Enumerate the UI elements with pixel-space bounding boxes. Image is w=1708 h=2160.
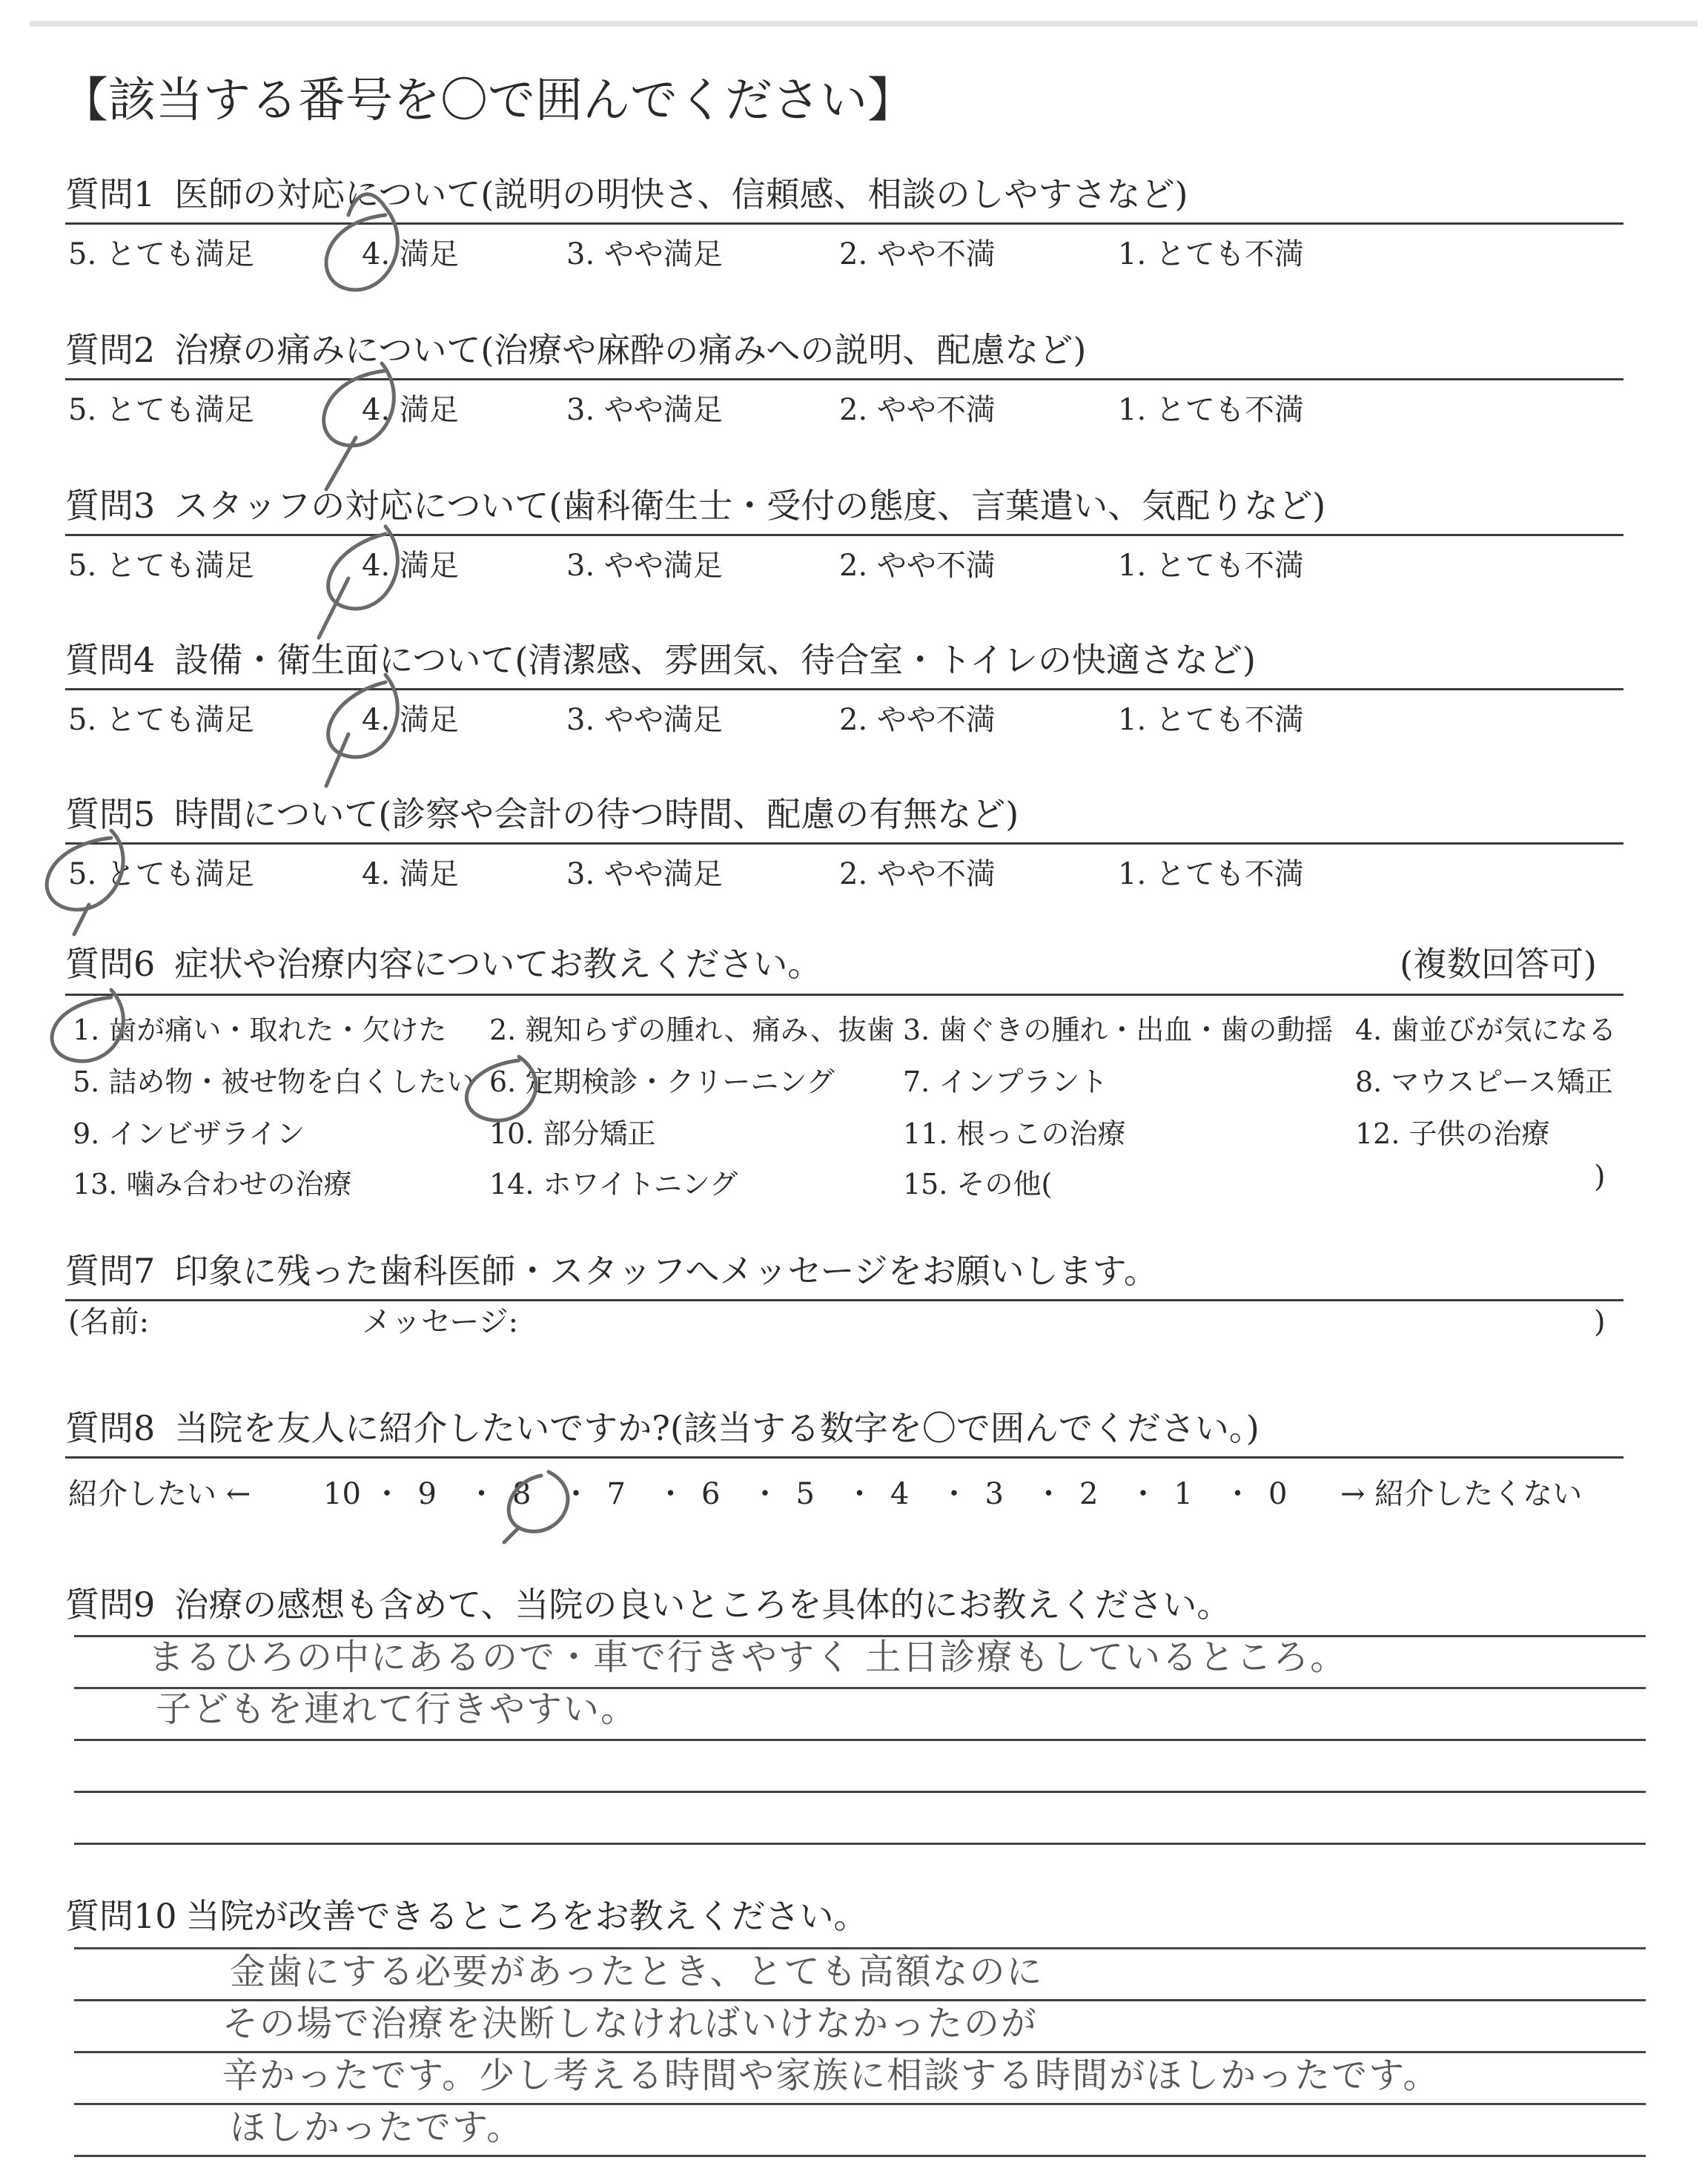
q8-scale-4[interactable]: 4 [890,1477,910,1511]
q6-option-4[interactable]: 4. 歯並びが気になる [1355,1014,1617,1046]
q8-right-label: → 紹介したくない [1340,1477,1583,1511]
q7-rule [65,1299,1623,1301]
q8-text: 当院を友人に紹介したいですか?(該当する数字を〇で囲んでください。) [174,1408,1260,1448]
q6-rule [65,994,1623,996]
q8-scale-9[interactable]: 9 [417,1477,437,1511]
q6-option-7[interactable]: 7. インプラント [903,1066,1108,1098]
q8-number: 質問8 [65,1408,156,1448]
q10-write-line [74,1947,1646,1949]
q8-rule [65,1456,1623,1459]
q6-option-12[interactable]: 12. 子供の治療 [1355,1117,1550,1150]
q5-option-3[interactable]: 3. やや満足 [566,857,723,891]
q8-separator: ・ [1222,1477,1253,1511]
q8-separator: ・ [750,1477,780,1511]
q3-text: スタッフの対応について(歯科衛生士・受付の態度、言葉遣い、気配りなど) [174,486,1326,526]
q2-option-2[interactable]: 2. やや不満 [839,393,996,427]
q2-rule [65,378,1623,380]
q4-option-2[interactable]: 2. やや不満 [839,703,996,737]
q5-number: 質問5 [65,794,156,834]
q6-option-14[interactable]: 14. ホワイトニング [489,1168,738,1200]
q6-option-2[interactable]: 2. 親知らずの腫れ、痛み、抜歯 [489,1014,895,1046]
q1-option-3[interactable]: 3. やや満足 [566,237,723,271]
q10-write-line [74,2155,1646,2157]
q4-option-1[interactable]: 1. とても不満 [1118,703,1304,737]
q8-separator: ・ [1033,1477,1064,1511]
q8-separator: ・ [466,1477,497,1511]
q2-heading [65,329,1086,371]
q1-option-5[interactable]: 5. とても満足 [68,237,254,271]
q9-text: 治療の感想も含めて、当院の良いところを具体的にお教えください。 [174,1585,1231,1625]
q9-write-line [74,1739,1646,1741]
q8-separator: ・ [561,1477,591,1511]
q8-scale-6[interactable]: 6 [701,1477,721,1511]
q5-text: 時間について(診察や会計の待つ時間、配慮の有無など) [174,794,1019,834]
q5-option-2[interactable]: 2. やや不満 [839,857,996,891]
q6-option-6[interactable]: 6. 定期検診・クリーニング [489,1066,835,1098]
q8-separator: ・ [844,1477,875,1511]
q3-option-5[interactable]: 5. とても満足 [68,549,254,583]
q10-answer-line-1: 金歯にする必要があったとき、とても高額なのに [230,1951,1044,1992]
q4-heading [65,639,1256,681]
q3-rule [65,534,1623,536]
q1-heading [65,174,1188,215]
q9-answer-line-2: 子どもを連れて行きやすい。 [156,1688,638,1730]
q2-option-3[interactable]: 3. やや満足 [566,393,723,427]
q8-left-label: 紹介したい ← [68,1477,251,1511]
q3-heading [65,485,1325,526]
q4-option-3[interactable]: 3. やや満足 [566,703,723,737]
q8-scale-3[interactable]: 3 [984,1477,1004,1511]
q7-message-label: メッセージ: [362,1305,519,1339]
q1-rule [65,222,1623,225]
q3-option-4[interactable]: 4. 満足 [362,549,459,583]
q7-number: 質問7 [65,1251,156,1291]
q7-text: 印象に残った歯科医師・スタッフへメッセージをお願いします。 [174,1251,1158,1291]
q6-option-11[interactable]: 11. 根っこの治療 [903,1117,1126,1150]
q8-scale-2[interactable]: 2 [1079,1477,1099,1511]
q8-separator: ・ [372,1477,402,1511]
q10-heading [65,1895,868,1937]
q6-option-15[interactable]: 15. その他( [903,1168,1053,1200]
q4-option-4[interactable]: 4. 満足 [362,703,459,737]
q8-scale-7[interactable]: 7 [606,1477,626,1511]
q10-write-line [74,2103,1646,2105]
q2-number: 質問2 [65,330,156,370]
top-edge [30,21,1698,27]
q10-write-line [74,1999,1646,2001]
q1-number: 質問1 [65,174,156,214]
q4-text: 設備・衛生面について(清潔感、雰囲気、待合室・トイレの快適さなど) [174,640,1256,680]
q10-answer-line-2: その場で治療を決断しなければいけなかったのが [222,2003,1039,2044]
q10-number: 質問10 [65,1896,177,1936]
q6-multiple-note: (複数回答可) [1400,944,1597,984]
q6-option-3[interactable]: 3. 歯ぐきの腫れ・出血・歯の動揺 [903,1014,1334,1046]
q8-scale-0[interactable]: 0 [1268,1477,1288,1511]
q7-close-paren: ) [1594,1305,1606,1339]
q5-heading [65,793,1019,835]
q8-separator: ・ [1128,1477,1158,1511]
q10-write-line [74,2051,1646,2053]
q8-separator: ・ [939,1477,969,1511]
q7-heading [65,1250,1158,1292]
q4-rule [65,688,1623,690]
q1-option-2[interactable]: 2. やや不満 [839,237,996,271]
q7-name-label: (名前: [68,1305,150,1339]
q6-option-9[interactable]: 9. インビザライン [73,1117,305,1150]
page-title: 【該当する番号を〇で囲んでください】 [61,73,915,128]
q1-option-4[interactable]: 4. 満足 [362,237,459,271]
q3-option-3[interactable]: 3. やや満足 [566,549,723,583]
q6-option-5[interactable]: 5. 詰め物・被せ物を白くしたい [73,1066,475,1098]
q5-option-1[interactable]: 1. とても不満 [1118,857,1304,891]
q9-heading [65,1584,1231,1625]
q1-text: 医師の対応について(説明の明快さ、信頼感、相談のしやすさなど) [174,174,1188,214]
q3-option-2[interactable]: 2. やや不満 [839,549,996,583]
q2-option-4[interactable]: 4. 満足 [362,393,459,427]
q9-write-line [74,1843,1646,1845]
q6-option-13[interactable]: 13. 噛み合わせの治療 [73,1168,352,1200]
q8-scale-10[interactable]: 10 [323,1477,361,1511]
q9-write-line [74,1791,1646,1793]
q6-option-10[interactable]: 10. 部分矯正 [489,1117,656,1150]
q6-number: 質問6 [65,944,156,984]
q2-option-5[interactable]: 5. とても満足 [68,393,254,427]
q10-answer-line-4: ほしかったです。 [230,2107,524,2148]
q6-close-paren: ) [1594,1160,1606,1194]
q5-option-5[interactable]: 5. とても満足 [68,857,254,891]
q2-option-1[interactable]: 1. とても不満 [1118,393,1304,427]
q5-rule [65,842,1623,845]
q10-answer-line-3: 辛かったです。少し考える時間や家族に相談する時間がほしかったです。 [222,2055,1440,2096]
q8-heading [65,1407,1260,1449]
q6-option-1[interactable]: 1. 歯が痛い・取れた・欠けた [73,1014,447,1046]
q6-option-8[interactable]: 8. マウスピース矯正 [1355,1066,1613,1098]
q4-option-5[interactable]: 5. とても満足 [68,703,254,737]
q8-scale-1[interactable]: 1 [1174,1477,1193,1511]
q8-separator: ・ [655,1477,686,1511]
q3-number: 質問3 [65,486,156,526]
q5-option-4[interactable]: 4. 満足 [362,857,459,891]
q8-scale-5[interactable]: 5 [795,1477,815,1511]
q3-option-1[interactable]: 1. とても不満 [1118,549,1304,583]
q10-text: 当院が改善できるところをお教えください。 [185,1896,868,1936]
q9-number: 質問9 [65,1585,156,1625]
q2-text: 治療の痛みについて(治療や麻酔の痛みへの説明、配慮など) [174,330,1087,370]
q6-text: 症状や治療内容についてお教えください。 [174,944,822,984]
q4-number: 質問4 [65,640,156,680]
q8-scale-8[interactable]: 8 [512,1477,532,1511]
q9-answer-line-1: まるひろの中にあるので・車で行きやすく 土日診療もしているところ。 [148,1636,1348,1678]
q1-option-1[interactable]: 1. とても不満 [1118,237,1304,271]
q6-heading [65,943,821,985]
